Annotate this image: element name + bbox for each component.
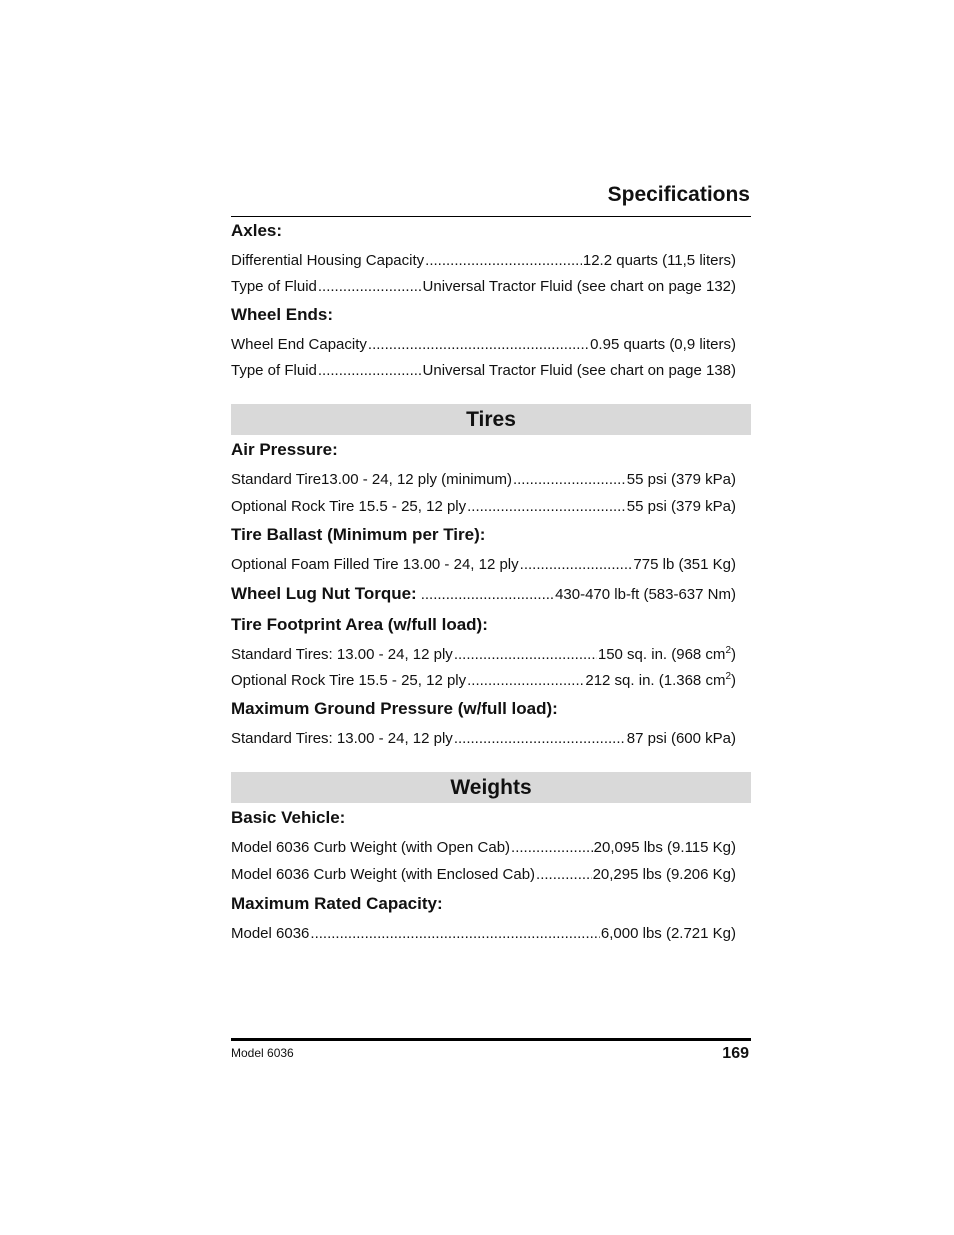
spec-row-enclosed-cab-weight: Model 6036 Curb Weight (with Enclosed Cab) ..... 20,295 lbs (9.206 Kg) (231, 866, 736, 883)
spec-row-wheel-end-capacity: Wheel End Capacity ..... 0.95 quarts (0,9 liters) (231, 336, 736, 353)
spec-row-rated-capacity: Model 6036 ..... 6,000 lbs (2.721 Kg) (231, 925, 736, 942)
rated-capacity-heading: Maximum Rated Capacity: (231, 894, 443, 913)
spec-row-ground-pressure: Standard Tires: 13.00 - 24, 12 ply ..... 87 psi (600 kPa) (231, 730, 736, 747)
spec-row-standard-tire-pressure: Standard Tire13.00 - 24, 12 ply (minimum) ..... 55 psi (379 kPa) (231, 471, 736, 488)
tire-ballast-heading: Tire Ballast (Minimum per Tire): (231, 525, 486, 544)
spec-row-foam-filled-tire: Optional Foam Filled Tire 13.00 - 24, 12 ply ..... 775 lb (351 Kg) (231, 556, 736, 573)
tires-banner: Tires (231, 404, 751, 435)
spec-row-differential-capacity: Differential Housing Capacity ..... 12.2 quarts (11,5 liters) (231, 252, 736, 269)
spec-row-axle-fluid-type: Type of Fluid ..... Universal Tractor Fluid (see chart on page 132) (231, 278, 736, 295)
spec-row-open-cab-weight: Model 6036 Curb Weight (with Open Cab) ..... 20,095 lbs (9.115 Kg) (231, 839, 736, 856)
page-number: 169 (722, 1045, 749, 1062)
air-pressure-heading: Air Pressure: (231, 440, 338, 459)
weights-banner: Weights (231, 772, 751, 803)
footer-model: Model 6036 (231, 1046, 294, 1060)
title-divider (231, 216, 751, 217)
page-title: Specifications (607, 183, 750, 206)
wheel-ends-heading: Wheel Ends: (231, 305, 334, 324)
spec-row-rock-tire-footprint: Optional Rock Tire 15.5 - 25, 12 ply ..... 212 sq. in. (1.368 $cm^2$) (231, 672, 736, 689)
spec-row-standard-tire-footprint: Standard Tires: 13.00 - 24, 12 ply ..... 150 sq. in. (968 $cm^2$) (231, 646, 736, 663)
basic-vehicle-heading: Basic Vehicle: (231, 808, 346, 827)
spec-row-rock-tire-pressure: Optional Rock Tire 15.5 - 25, 12 ply ..... 55 psi (379 kPa) (231, 498, 736, 515)
spec-row-lug-nut-torque: Wheel Lug Nut Torque: ..... 430-470 lb-ft (583-637 Nm) (231, 584, 736, 604)
ground-pressure-heading: Maximum Ground Pressure (w/full load): (231, 699, 558, 718)
tire-footprint-heading: Tire Footprint Area (w/full load): (231, 615, 488, 634)
footer-divider (231, 1038, 751, 1041)
axles-heading: Axles: (231, 221, 283, 240)
spec-row-wheel-end-fluid-type: Type of Fluid ..... Universal Tractor Fluid (see chart on page 138) (231, 362, 736, 379)
